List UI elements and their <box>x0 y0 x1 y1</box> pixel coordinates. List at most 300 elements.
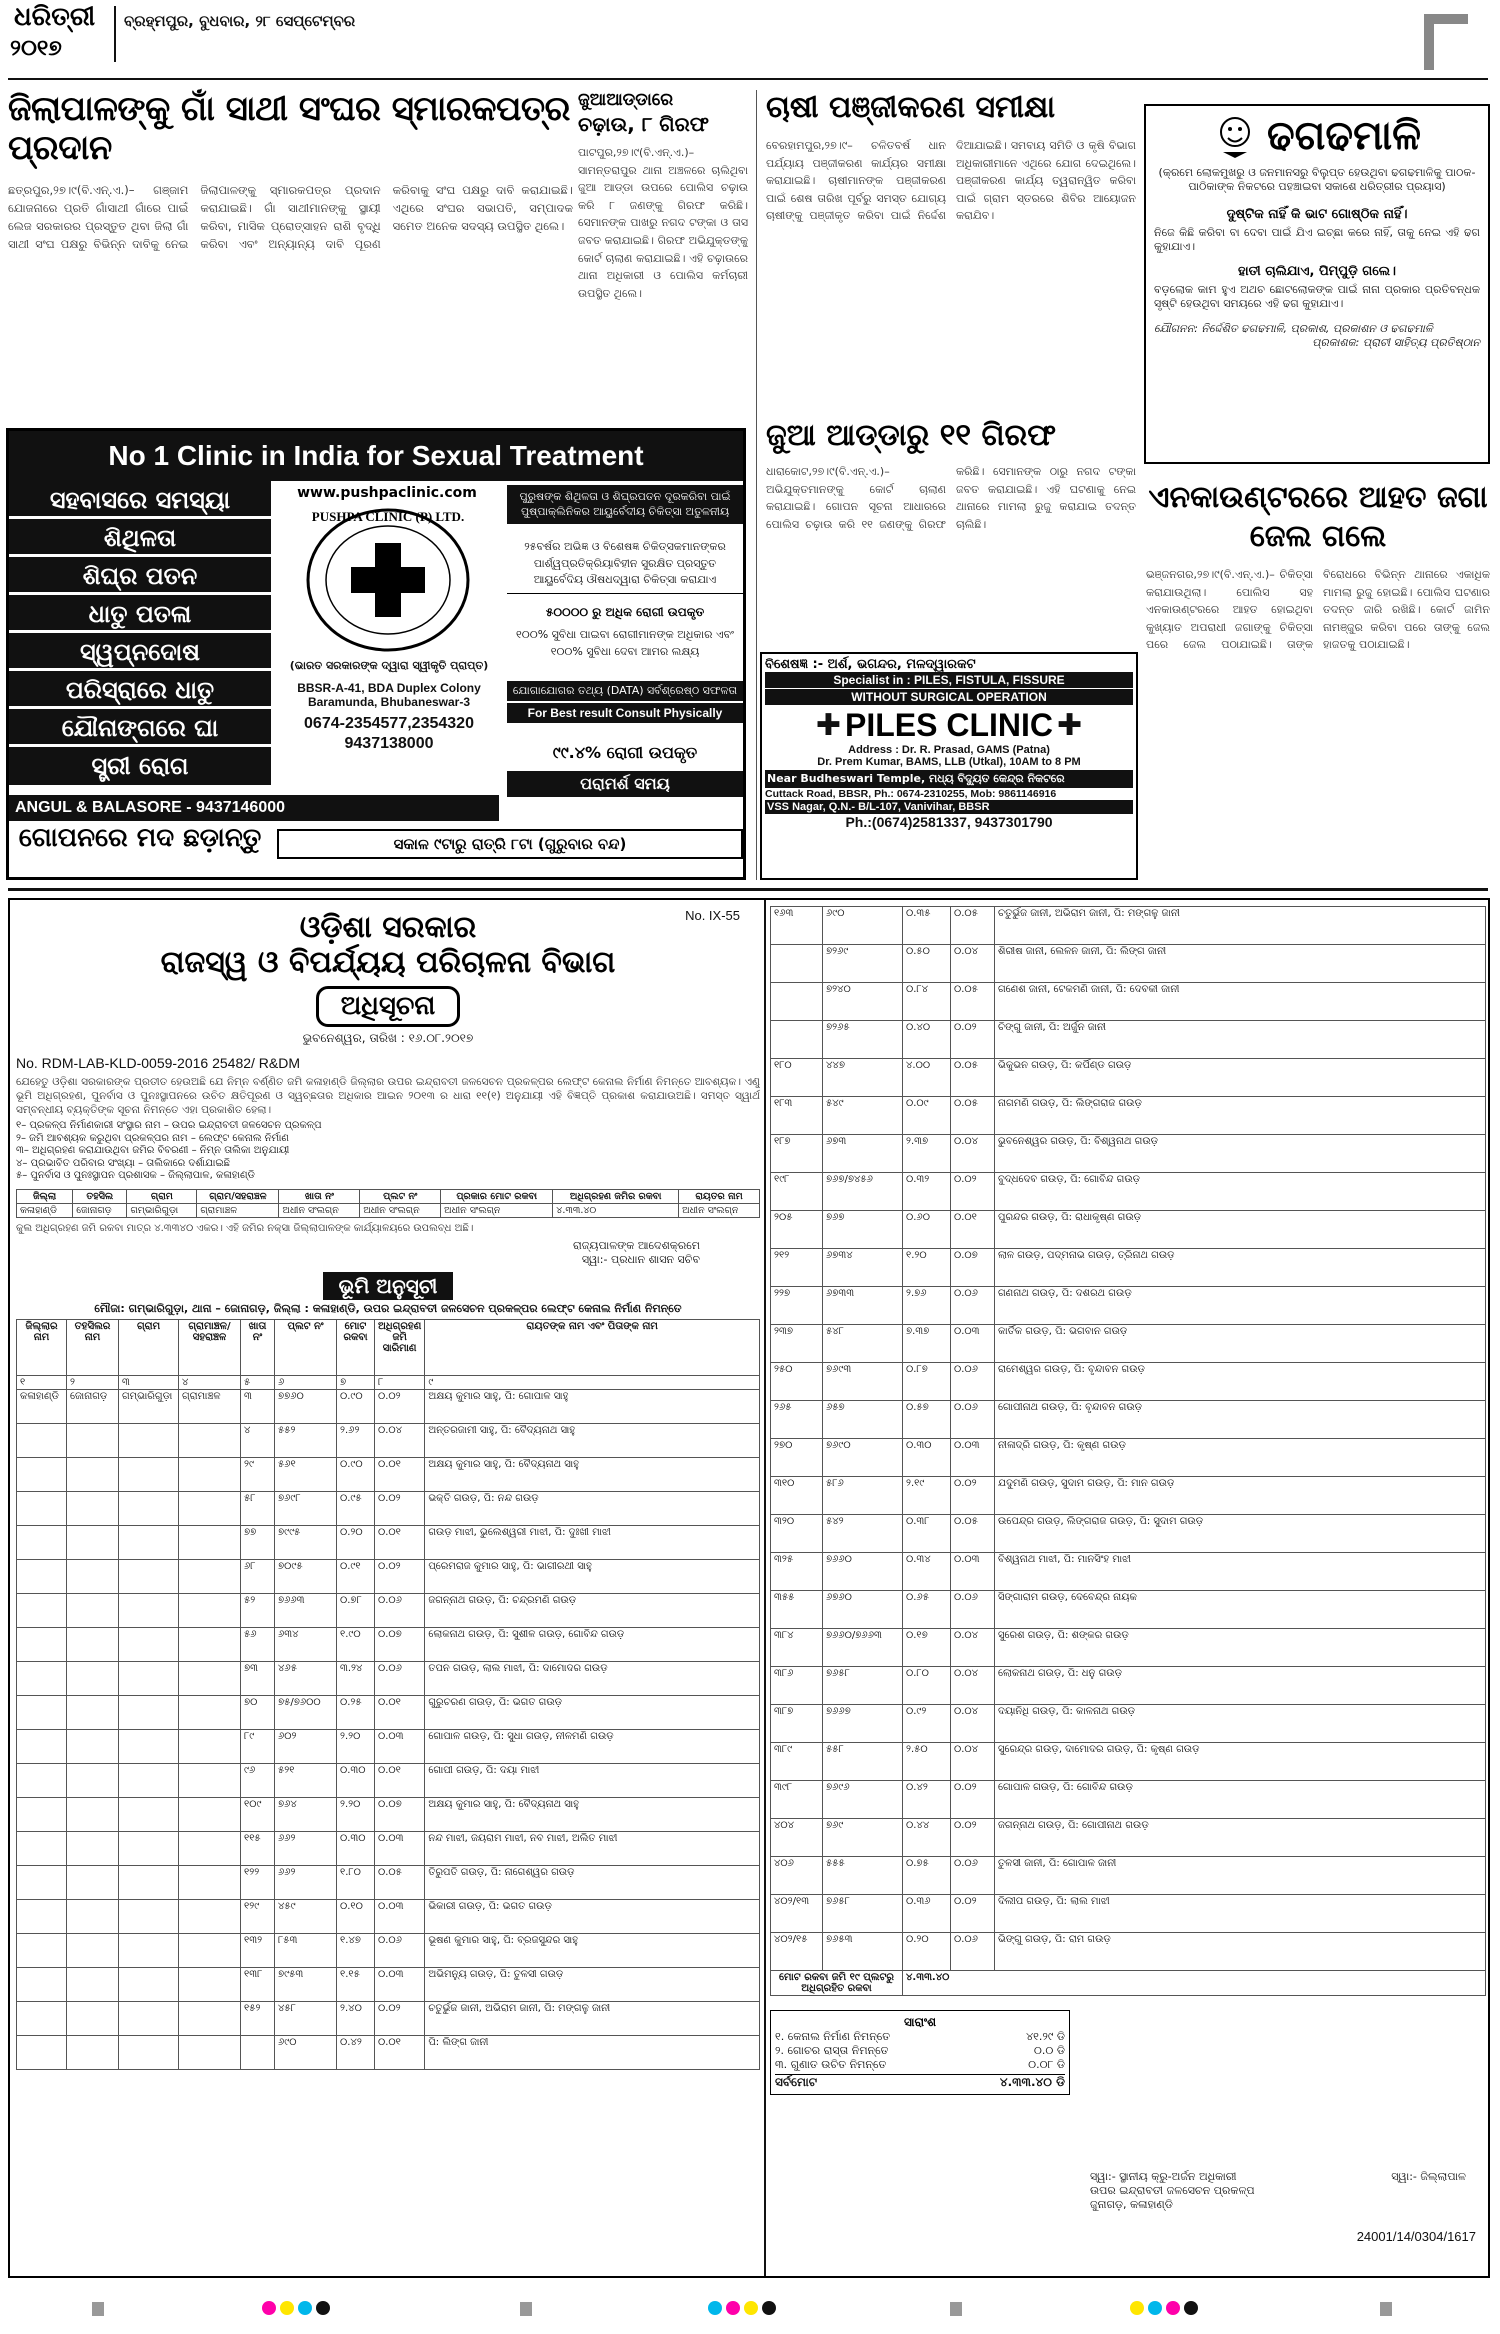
sign-left-2: ଉପର ଇନ୍ଦ୍ରାବତୀ ଜଳସେଚନ ପ୍ରକଳ୍ପ <box>1090 2183 1255 2197</box>
table-cell: ୭୬୬୦ <box>823 1553 903 1591</box>
gray-swatch <box>92 2302 104 2316</box>
summary-item <box>775 2058 1065 2072</box>
table-row <box>17 1764 760 1798</box>
clinic-data-note: ଯୋଗାଯୋଗର ତଥ୍ୟ (DATA) ସର୍ବଶ୍ରେଷ୍ଠ ସଫଳତା <box>507 681 743 701</box>
table-cell: ୦.୦୨ <box>951 1021 995 1059</box>
table-cell <box>17 2036 67 2070</box>
clinic-problem-item: ଶିଥିଳତା <box>9 519 271 557</box>
piles-specialist-line: ବିଶେଷଜ୍ଞ :- ଅର୍ଶ, ଭଗନ୍ଦର, ମଳଦ୍ୱାରକଟ <box>765 657 976 672</box>
table-cell: ଅଧୀନ ସଂଲଗ୍ନ <box>679 1203 760 1217</box>
table-cell: ୧୧୫ <box>241 1832 275 1866</box>
table-cell: ୪୪୭ <box>823 1059 903 1097</box>
table-row <box>17 2002 760 2036</box>
table-cell: ୦.୧୭ <box>903 1629 951 1667</box>
clinic-tagline: ଗୋପନରେ ମଦ ଛଡ଼ାନ୍ତୁ <box>18 823 262 853</box>
clinic-phone-2: 9437138000 <box>344 735 434 752</box>
table-cell <box>67 1492 119 1526</box>
table-cell: ୭୬୫୩ <box>823 1933 903 1971</box>
piles-phone: Ph.:(0674)2581337, 9437301790 <box>845 814 1053 830</box>
table-cell: ଚତୁର୍ଭୁଜ ଜାନୀ, ଅଭିରାମ ଜାନୀ, ପି: ମଙ୍ଗଳୁ ଜାନୀ <box>995 907 1486 945</box>
table-cell: ୩୨୦ <box>771 1515 823 1553</box>
table-cell: ୦.୧୦ <box>337 1900 375 1934</box>
table-cell: ଗୋପାଳ ଗଉଡ଼, ପି: ଗୋବିନ୍ଦ ଗଉଡ଼ <box>995 1781 1486 1819</box>
table-cell: ୦.୦୭ <box>375 1628 425 1662</box>
table-cell: ୫୬୧ <box>275 1458 337 1492</box>
table-cell <box>67 1730 119 1764</box>
table-cell: ଗଣନାଥ ଗଉଡ଼, ପି: ଦଶରଥ ଗଉଡ଼ <box>995 1287 1486 1325</box>
table-cell: ଜଗନ୍ନାଥ ଗଉଡ଼, ପି: ଚନ୍ଦ୍ରମଣି ଗଉଡ଼ <box>425 1594 760 1628</box>
table-cell: ୨୩୭ <box>771 1325 823 1363</box>
table-cell <box>179 1866 241 1900</box>
table-cell: ୬୭୩୪ <box>823 1249 903 1287</box>
table-cell <box>119 1764 179 1798</box>
table-cell <box>119 1934 179 1968</box>
table-cell: ୧.୨୦ <box>903 1249 951 1287</box>
total-value: ୪.୩୩.୪୦ <box>903 1971 1486 1996</box>
table-header: ଖାତା ନଂ <box>279 1189 360 1203</box>
table-cell <box>67 1526 119 1560</box>
table-cell: ୬୬୨ <box>275 1866 337 1900</box>
table-cell <box>67 1662 119 1696</box>
dhaga-credit-1: ଯୌଗନନ: ନିର୍ଦ୍ଦେଶିତ ଢଗଢମାଳି, ପ୍ରକାଶ, ପ୍ରକାଶନ ଓ ଢଗଢମାଳି <box>1154 321 1433 335</box>
table-cell <box>179 2036 241 2070</box>
table-cell <box>179 1424 241 1458</box>
table-cell: ଅନ୍ତରଜାମୀ ସାହୁ, ପି: ବୈଦ୍ୟନାଥ ସାହୁ <box>425 1424 760 1458</box>
table-cell: ୧୮୦ <box>771 1059 823 1097</box>
sign-left: ସ୍ୱା:- ସ୍ଥାନୀୟ କ୍ରୁ-ଅର୍ଜନ ଅଧିକାରୀ <box>1090 2169 1237 2183</box>
dhaga-intro: (କ୍ରମେ ଲୋକମୁଖରୁ ଓ ଜନମାନସରୁ ବିଲୁପ୍ତ ହେଉଥିବା ଢଗଢମାଳିକୁ ପାଠକ-ପାଠିକାଙ୍କ ନିକଟରେ ପହଞ୍ଚାଇବା ସକାଶେ ଧରିତ୍ରୀର ପ୍ରୟାସ) <box>1158 166 1476 194</box>
table-row <box>17 1458 760 1492</box>
clinic-problem-item: ଯୌନାଙ୍ଗରେ ଘା <box>9 709 271 747</box>
table-cell <box>119 1866 179 1900</box>
summary-item-label: ୨. ଗୋଚର ରାସ୍ତା ନିମନ୍ତେ <box>775 2044 889 2057</box>
notice-list-item: ୧– ପ୍ରକଳ୍ପ ନିର୍ମାଣକାରୀ ସଂସ୍ଥାର ନାମ – ଉପର ଇନ୍ଦ୍ରାବତୀ ଜଳସେଚନ ପ୍ରକଳ୍ପ <box>16 1120 322 1132</box>
table-cell: ୫୪୮ <box>823 1325 903 1363</box>
table-cell: ୦.୮୦ <box>903 1667 951 1705</box>
table-cell: ୦.୩୮ <box>903 1515 951 1553</box>
summary-total-label: ସର୍ବମୋଟ <box>775 2075 818 2089</box>
notice-footer-note: କୁଲ ଅଧିଗ୍ରହଣ ଜମି ରକବା ମାତ୍ର ୪.୩୩୪୦ ଏକର। ଏହି ଜମିର ନକ୍ସା ଜିଲ୍ଲାପାଳଙ୍କ କାର୍ଯ୍ୟାଳୟରେ ଉପଲବ୍ଧ ଅଛି। <box>16 1222 474 1234</box>
table-cell: ୦.୦୨ <box>951 1477 995 1515</box>
piles-road: Cuttack Road, BBSR, Ph.: 0674-2310255, Mob: 9861146916 <box>765 788 1057 800</box>
table-cell <box>17 1662 67 1696</box>
table-cell: ୭୯୯୫ <box>275 1526 337 1560</box>
table-cell: ଗଉଡ଼ ମାଝୀ, ଭୁଲେଶ୍ୱରୀ ମାଝୀ, ପି: ଦୁଃଖୀ ମାଝୀ <box>425 1526 760 1560</box>
table-row <box>771 1591 1486 1629</box>
table-row <box>17 1390 760 1424</box>
table-cell: ୧.୧୫ <box>337 1968 375 2002</box>
table-cell: ୦.୦୩ <box>375 1730 425 1764</box>
table-cell <box>119 1798 179 1832</box>
table-cell <box>17 1764 67 1798</box>
table-row <box>771 1211 1486 1249</box>
table-cell: ୦.୦୧ <box>375 1526 425 1560</box>
table-cell <box>17 1594 67 1628</box>
table-cell: ୦.୭୫ <box>903 1857 951 1895</box>
table-row <box>17 1696 760 1730</box>
table-row <box>771 1705 1486 1743</box>
notice-dept: ରାଜସ୍ୱ ଓ ବିପର୍ଯ୍ୟୟ ପରିଚାଳନା ବିଭାଗ <box>160 945 616 980</box>
table-cell: ଅଭିମନ୍ୟୁ ଗଉଡ଼, ପି: ତୁଳସୀ ଗଉଡ଼ <box>425 1968 760 2002</box>
notice-ref: No. RDM-LAB-KLD-0059-2016 25482/ R&DM <box>16 1054 301 1071</box>
table-cell: ୦.୦୩ <box>375 1832 425 1866</box>
table-cell: ୦.୨୫ <box>337 1696 375 1730</box>
table-cell <box>179 1764 241 1798</box>
table-cell: ଭିକାରୀ ଗଉଡ଼, ପି: ଭଗତ ଗଉଡ଼ <box>425 1900 760 1934</box>
table-cell: ୦.୩୦ <box>337 1764 375 1798</box>
table-cell: ୨.୩୭ <box>903 1135 951 1173</box>
table-row <box>771 1173 1486 1211</box>
table-cell: ୦.୩୫ <box>903 907 951 945</box>
table-cell <box>17 1560 67 1594</box>
table-header: ମୋଟ ରକବା <box>337 1320 375 1376</box>
piles-without: WITHOUT SURGICAL OPERATION <box>765 688 1133 705</box>
table-cell: ୦.୦୪ <box>951 1629 995 1667</box>
table-cell: ପ୍ରେମରାଜ କୁମାର ସାହୁ, ପି: ଭାଗୀରଥୀ ସାହୁ <box>425 1560 760 1594</box>
table-cell: ୬୯୦ <box>823 907 903 945</box>
table-row <box>771 1021 1486 1059</box>
plus-icon: ✚ <box>1057 708 1083 743</box>
notice-list-item: ୨– ଜମି ଆବଶ୍ୟକ କରୁଥିବା ପ୍ରକଳ୍ପର ନାମ – ଲେଫ୍ଟ କେନାଲ ନିର୍ମାଣ <box>16 1132 289 1144</box>
table-cell: ୫୫୮ <box>823 1743 903 1781</box>
dhaga-dhamali-box <box>1144 104 1490 464</box>
notice-right-column <box>770 906 1486 2272</box>
table-cell <box>67 2036 119 2070</box>
table-cell <box>119 1730 179 1764</box>
table-cell: ୭୭୬୦ <box>275 1390 337 1424</box>
table-cell: ୦.୦୬ <box>951 1857 995 1895</box>
table-cell <box>67 1594 119 1628</box>
notice-code: 24001/14/0304/1617 <box>1356 2229 1476 2244</box>
clinic-govt-note: (ଭାରତ ସରକାରଙ୍କ ଦ୍ୱାରା ସ୍ୱୀକୃତି ପ୍ରାପ୍ତ) <box>289 659 489 672</box>
story-11-arrested-headline: ଜୁଆ ଆଡ୍ଡାରୁ ୧୧ ଗିରଫ <box>766 418 1057 453</box>
table-cell: ୦.୦୧ <box>375 2036 425 2070</box>
table-cell: ୦.୦୫ <box>951 1059 995 1097</box>
table-cell: ୦.୦୨ <box>375 1492 425 1526</box>
table-cell: ୪୬୫ <box>275 1662 337 1696</box>
table-cell: ସିଙ୍ଗାରାମ ଗଉଡ଼, ଦେବେନ୍ଦ୍ର ନାୟକ <box>995 1591 1486 1629</box>
table-cell: ୫୮୬ <box>823 1477 903 1515</box>
table-cell: ନୀଳାଦ୍ରି ଗଉଡ଼, ପି: କୃଷ୍ଣ ଗଉଡ଼ <box>995 1439 1486 1477</box>
clinic-problem-item: ସ୍ତ୍ରୀ ରୋଗ <box>9 747 271 785</box>
table-cell: ଚତୁର୍ଭୁଜ ଜାନୀ, ଅଭିରାମ ଜାନୀ, ପି: ମଙ୍ଗଳୁ ଜାନୀ <box>425 2002 760 2036</box>
table-cell <box>119 1628 179 1662</box>
table-cell: ୦.୦୬ <box>375 1662 425 1696</box>
summary-title: ସାରାଂଶ <box>903 2015 937 2029</box>
table-cell: ୪୫୯ <box>275 1900 337 1934</box>
gray-swatch <box>520 2302 532 2316</box>
table-cell: ୦.୦୫ <box>375 1866 425 1900</box>
table-cell <box>119 1662 179 1696</box>
table-cell: ୦.୦୬ <box>375 1594 425 1628</box>
story-chasi-headline: ଚାଷୀ ପଞ୍ଜୀକରଣ ସମୀକ୍ଷା <box>766 90 1056 125</box>
table-cell: ୫୮ <box>241 1492 275 1526</box>
table-row <box>771 1135 1486 1173</box>
table-cell: ଦୟାନିଧି ଗଉଡ଼, ପି: କାଳନାଥ ଗଉଡ଼ <box>995 1705 1486 1743</box>
notice-sign: ରାଜ୍ୟପାଳଙ୍କ ଆଦେଶକ୍ରମେ <box>573 1239 700 1253</box>
table-cell <box>119 1424 179 1458</box>
table-cell <box>17 1832 67 1866</box>
table-cell: ୪୦୨/୧୩ <box>771 1895 823 1933</box>
table-cell <box>17 1866 67 1900</box>
dhaga-title-row <box>1154 112 1480 160</box>
clinic-problem-item: ଶିଘ୍ର ପତନ <box>9 557 271 595</box>
piles-title: PILES CLINIC <box>844 707 1053 743</box>
table-cell: ୭.୩୭ <box>903 1325 951 1363</box>
table-cell: ୭୬୪ <box>275 1798 337 1832</box>
table-row <box>771 907 1486 945</box>
table-cell: ଗମ୍ଭାରିଗୁଡ଼ା <box>127 1203 197 1217</box>
piles-near: Near Budheswari Temple, ମଧ୍ୟ ବିଦ୍ୟୁତ କେନ୍ଦ୍ର ନିକଟରେ <box>765 770 1133 788</box>
table-row <box>771 1059 1486 1097</box>
table-cell: ୪୦୨/୧୫ <box>771 1933 823 1971</box>
cmyk-dots <box>262 2300 334 2319</box>
table-cell: ଜୋନାଗଡ଼ <box>67 1390 119 1424</box>
summary-item-value: ୦.୦୮ ଡି <box>1028 2058 1065 2071</box>
table-cell: ଯଦୁମଣି ଗଉଡ଼, ସୁଦାମ ଗଉଡ଼, ପି: ମାନ ଗଉଡ଼ <box>995 1477 1486 1515</box>
summary-item-value: ୪୧.୨୯ ଡି <box>1026 2030 1065 2043</box>
story-gaa-sathi-body: ଛତ୍ରପୁର,୨୭।୯(ବି.ଏନ୍.ଏ.)– ଗଞ୍ଜାମ ଯୋଜନାରେ ପ୍ରତି ଗାଁସାଥୀ ଗାଁରେ ପାଇଁ ଲେଜ ସରକାରର ପ୍ରସ୍ତୁତ ଥିବା ଜିଲା ଗାଁ ସାଥୀ ସଂଘ ପକ୍ଷରୁ ବିଭିନ୍ନ ଦାବିକୁ ନେଇ ଜିଲାପାଳଙ୍କୁ ସ୍ମାରକପତ୍ର ପ୍ରଦାନ କରାଯାଇଛି। ଗାଁ ସାଥୀମାନଙ୍କୁ ସ୍ଥାୟୀ କରିବା, ମାସିକ ପ୍ରୋତ୍ସାହନ ରାଶି ବୃଦ୍ଧି କରିବା ଏବଂ ଅନ୍ୟାନ୍ୟ ଦାବି ପୂରଣ କରିବାକୁ ସଂଘ ପକ୍ଷରୁ ଦାବି କରାଯାଇଛି। ଏଥିରେ ସଂଘର ସଭାପତି, ସମ୍ପାଦକ ସମେତ ଅନେକ ସଦସ୍ୟ ଉପସ୍ଥିତ ଥିଲେ। <box>8 183 573 251</box>
story-gaa-sathi-headline: ଜିଲାପାଳଙ୍କୁ ଗାଁ ସାଥୀ ସଂଘର ସ୍ମାରକପତ୍ର ପ୍ରଦାନ <box>8 89 570 169</box>
table-cell: ୧୯୮ <box>771 1173 823 1211</box>
table-cell <box>179 1458 241 1492</box>
table-cell: ୨.୭୬ <box>903 1287 951 1325</box>
table-header: ଖାତା ନଂ <box>241 1320 275 1376</box>
table-header: ପ୍ଲଟ ନଂ <box>275 1320 337 1376</box>
govt-notice <box>8 898 1490 2278</box>
table-cell: ୭ <box>337 1376 375 1390</box>
table-cell: ୩୮୭ <box>771 1705 823 1743</box>
table-cell: ୨୫୦ <box>771 1363 823 1401</box>
notice-list-item: ୫– ପୁନର୍ବାସ ଓ ପୁନଃସ୍ଥାପନ ପ୍ରଶାସକ – ଜିଲ୍ଲାପାଳ, କଳାହାଣ୍ଡି <box>16 1170 255 1182</box>
table-cell <box>67 1424 119 1458</box>
table-cell <box>17 1526 67 1560</box>
total-label: ମୋଟ ରକବା ଜମି ୧୯ ପ୍ଲଟରୁ ଅଧିଗ୍ରହିତ ରକବା <box>771 1971 903 1996</box>
table-cell: ୭୬୬୦/୭୬୬୩ <box>823 1629 903 1667</box>
table-row <box>17 1594 760 1628</box>
table-row <box>771 1401 1486 1439</box>
dateline: ବ୍ରହ୍ମପୁର, ବୁଧବାର, ୨୮ ସେପ୍ଟେମ୍ବର <box>124 12 356 30</box>
table-row <box>771 1363 1486 1401</box>
piles-vss: VSS Nagar, Q.N.- B/L-107, Vanivihar, BBSR <box>765 800 1133 814</box>
table-cell: ୪ <box>241 1424 275 1458</box>
table-cell <box>17 1934 67 1968</box>
table-cell: ୦.୦୪ <box>951 1135 995 1173</box>
table-cell: ୭୫/୭୬୦୦ <box>275 1696 337 1730</box>
table-cell: ୦.୦୫ <box>951 907 995 945</box>
sign-left-3: ଜୁନାଗଡ଼, କଳାହାଣ୍ଡି <box>1090 2197 1173 2211</box>
table-cell <box>179 1832 241 1866</box>
table-cell: ୦.୮୭ <box>903 1363 951 1401</box>
plus-icon: ✚ <box>815 708 841 743</box>
masthead-name: ଧରିତ୍ରୀ <box>14 2 96 32</box>
notice-list-item: ୪– ପ୍ରଭାବିତ ପରିବାର ସଂଖ୍ୟା – ତାଲିକାରେ ଦର୍ଶାଯାଇଛି <box>16 1157 231 1169</box>
notice-signer: ସ୍ୱା:- ପ୍ରଧାନ ଶାସନ ସଚିବ <box>581 1253 700 1267</box>
table-cell: ୧୫୨ <box>241 2002 275 2036</box>
table-cell: ୦.୩୬ <box>903 1895 951 1933</box>
table-cell <box>67 1968 119 2002</box>
table-cell <box>17 1424 67 1458</box>
table-cell: ଜଗନ୍ନାଥ ଗଉଡ଼, ପି: ଗୋପୀନାଥ ଗଉଡ଼ <box>995 1819 1486 1857</box>
table-cell: ଭୂଷଣ କୁମାର ସାହୁ, ପି: ବ୍ରଜସୁନ୍ଦର ସାହୁ <box>425 1934 760 1968</box>
summary-item <box>775 2030 1065 2044</box>
table-cell: ୦.୯୫ <box>337 1492 375 1526</box>
table-row <box>17 1832 760 1866</box>
clinic-seal-text: PUSHPA CLINIC (P) LTD. <box>311 509 465 524</box>
table-cell: ୦.୦୬ <box>951 1401 995 1439</box>
table-cell: ଜୋନାଗଡ଼ <box>73 1203 127 1217</box>
table-cell: ୬୫୭ <box>823 1401 903 1439</box>
table-row <box>771 1553 1486 1591</box>
table-row <box>17 2036 760 2070</box>
summary-item-label: ୧. କେନାଲ ନିର୍ମାଣ ନିମନ୍ତେ <box>775 2030 891 2043</box>
table-cell: ୧୨୯ <box>241 1900 275 1934</box>
table-cell <box>179 1560 241 1594</box>
table-cell: ୩୨୫ <box>771 1553 823 1591</box>
table-cell <box>179 1628 241 1662</box>
table-cell: ୧୨୨ <box>241 1866 275 1900</box>
story-gaa-sathi <box>8 90 573 420</box>
table-cell: ଭୁବନେଶ୍ୱର ଗଉଡ଼, ପି: ବିଶ୍ୱନାଥ ଗଉଡ଼ <box>995 1135 1486 1173</box>
table-cell: ୦.୦୭ <box>951 1249 995 1287</box>
schedule-table-right <box>770 906 1486 1996</box>
table-header: ଗ୍ରାମ <box>127 1189 197 1203</box>
piles-title-row <box>765 707 1133 744</box>
table-cell: ୩ <box>119 1376 179 1390</box>
table-row <box>771 1895 1486 1933</box>
table-cell: ଗଣେଶ ଜାନୀ, ଟେକମଣି ଜାନୀ, ପି: ଦେବକୀ ଜାନୀ <box>995 983 1486 1021</box>
table-cell <box>119 1458 179 1492</box>
table-cell: ୮ <box>375 1376 425 1390</box>
table-cell: ୦.୬୦ <box>903 1211 951 1249</box>
table-cell: ଭକ୍ତି ଗଉଡ଼, ପି: ନନ୍ଦ ଗଉଡ଼ <box>425 1492 760 1526</box>
table-cell: ୦.୦୨ <box>951 1819 995 1857</box>
table-cell: ଅଧୀନ ସଂଲଗ୍ନ <box>441 1203 553 1217</box>
notice-body: ଯେହେତୁ ଓଡ଼ିଶା ସରକାରଙ୍କ ପ୍ରତୀତ ହେଉଅଛି ଯେ ନିମ୍ନ ବର୍ଣ୍ଣିତ ଜମି କଳାହାଣ୍ଡି ଜିଲ୍ଲାର ଉପର ଇନ୍ଦ୍ରାବତୀ ଜଳସେଚନ ପ୍ରକଳ୍ପର ଲେଫ୍ଟ କେନାଲ ନିର୍ମାଣ ନିମନ୍ତେ ଆବଶ୍ୟକ। ଏଣୁ ଭୂମି ଅଧିଗ୍ରହଣ, ପୁନର୍ବାସ ଓ ପୁନଃସ୍ଥାପନରେ ଉଚିତ କ୍ଷତିପୂରଣ ଓ ସ୍ୱଚ୍ଛତାର ଅଧିକାର ଆଇନ ୨୦୧୩ ର ଧାରା ୧୧(୧) ଅନୁଯାୟୀ ଏହି ବିଜ୍ଞପ୍ତି ପ୍ରକାଶ କରାଯାଉଅଛି। ସମସ୍ତ ସ୍ୱାର୍ଥ ସମ୍ବନ୍ଧୀୟ ବ୍ୟକ୍ତିଙ୍କ ସୂଚନା ନିମନ୍ତେ ଏହା ପ୍ରକାଶିତ ହେଲା। <box>16 1075 760 1116</box>
story-jua-adda-body: ପାଟପୁର,୨୭।୯(ବି.ଏନ୍.ଏ.)– ସାମନ୍ତରାପୁର ଥାନା ଅଞ୍ଚଳରେ ଚାଲିଥିବା ଜୁଆ ଆଡ୍ଡା ଉପରେ ପୋଲିସ ଚଢ଼ାଉ କରି ୮ ଜଣଙ୍କୁ ଗିରଫ କରିଛି। ସେମାନଙ୍କ ପାଖରୁ ନଗଦ ଟଙ୍କା ଓ ତାସ ଜବତ କରାଯାଇଛି। ଗିରଫ ଅଭିଯୁକ୍ତଙ୍କୁ କୋର୍ଟ ଚାଲାଣ କରାଯାଇଛି। ଏହି ଚଢ଼ାଉରେ ଥାନା ଅଧିକାରୀ ଓ ପୋଲିସ କର୍ମଚାରୀ ଉପସ୍ଥିତ ଥିଲେ। <box>578 146 748 300</box>
table-row <box>17 1203 760 1217</box>
table-cell: ୧୩୨ <box>241 1934 275 1968</box>
table-cell: ୦.୯୧ <box>337 1560 375 1594</box>
clinic-problem-item: ସହବାସରେ ସମସ୍ୟା <box>9 481 271 519</box>
piles-address: Address : Dr. R. Prasad, GAMS (Patna) <box>848 744 1050 756</box>
table-row <box>771 1857 1486 1895</box>
table-cell <box>119 1492 179 1526</box>
table-row <box>771 1629 1486 1667</box>
table-cell: ୦.୦୭ <box>375 1798 425 1832</box>
table-cell: ୫୪୨ <box>823 1515 903 1553</box>
clinic-seal-logo <box>303 505 473 655</box>
table-cell: ୦.୯୦ <box>337 1390 375 1424</box>
table-number-row <box>17 1376 760 1390</box>
table-cell <box>179 2002 241 2036</box>
table-cell <box>119 2002 179 2036</box>
table-cell: ୭୬୬୩ <box>275 1594 337 1628</box>
gray-swatch <box>950 2302 962 2316</box>
notice-left-column <box>16 906 760 2272</box>
table-header: ପ୍ରକାର ମୋଟ ରକବା <box>441 1189 553 1203</box>
table-cell: ୪୦୬ <box>771 1857 823 1895</box>
table-row <box>17 1798 760 1832</box>
table-cell <box>17 1492 67 1526</box>
table-cell: ୦.୩୨ <box>903 1173 951 1211</box>
table-cell: ୦.୦୪ <box>951 1667 995 1705</box>
clinic-timing: ସକାଳ ୯ଟାରୁ ରାତ୍ରି ୮ଟା (ଗୁରୁବାର ବନ୍ଦ) <box>277 829 743 859</box>
table-cell: ୦.୪୨ <box>903 1781 951 1819</box>
sign-right: ସ୍ୱା:- ଜିଲ୍ଲାପାଳ <box>1391 2169 1466 2183</box>
table-cell: ୩.୨୪ <box>337 1662 375 1696</box>
table-row <box>771 1515 1486 1553</box>
table-cell: ୬୦୨ <box>275 1730 337 1764</box>
table-row <box>17 1424 760 1458</box>
table-cell: ୫୨ <box>241 1594 275 1628</box>
table-cell: ଗୋପୀ ଗଉଡ଼, ପି: ଦୟା ମାଝୀ <box>425 1764 760 1798</box>
table-cell: ୬୭୬୦ <box>823 1591 903 1629</box>
table-row <box>17 1628 760 1662</box>
table-row <box>771 1781 1486 1819</box>
story-chasi-body: ବେରହାମପୁର,୨୭।୯– ଚଳିତବର୍ଷ ଧାନ ପର୍ଯ୍ୟାୟ ପଞ୍ଜୀକରଣ କାର୍ଯ୍ୟର ସମୀକ୍ଷା କରାଯାଇଛି। ଚାଷୀମାନଙ୍କ ପଞ୍ଜୀକରଣ ପାଇଁ ଶେଷ ତାରିଖ ପୂର୍ବରୁ ସମସ୍ତ ଯୋଗ୍ୟ ଚାଷୀଙ୍କୁ ପଞ୍ଜୀକୃତ କରିବା ପାଇଁ ନିର୍ଦ୍ଦେଶ ଦିଆଯାଇଛି। ସମବାୟ ସମିତି ଓ କୃଷି ବିଭାଗ ଅଧିକାରୀମାନେ ଏଥିରେ ଯୋଗ ଦେଇଥିଲେ। ପଞ୍ଜୀକରଣ କାର୍ଯ୍ୟ ତ୍ୱରାନ୍ୱିତ କରିବା ପାଇଁ ଗ୍ରାମ ସ୍ତରରେ ଶିବିର ଆୟୋଜନ କରାଯିବ। <box>766 139 1136 223</box>
speaking-face-icon <box>1213 112 1257 160</box>
table-cell: ୭୨୬୯ <box>823 945 903 983</box>
clinic-problem-item: ସ୍ୱପ୍ନଦୋଷ <box>9 633 271 671</box>
table-cell <box>119 1696 179 1730</box>
table-row <box>771 1325 1486 1363</box>
table-cell: ଅକ୍ଷୟ କୁମାର ସାହୁ, ପି: ଗୋପାଳ ସାହୁ <box>425 1390 760 1424</box>
table-cell: ୬୩୪ <box>275 1628 337 1662</box>
table-cell: ୦.୦୩ <box>375 1968 425 2002</box>
table-cell: ୦.୫୦ <box>903 945 951 983</box>
table-cell <box>67 1560 119 1594</box>
table-cell: ୧.୯୦ <box>337 1628 375 1662</box>
table-cell: ୦.୪୨ <box>337 2036 375 2070</box>
clinic-consult: For Best result Consult Physically <box>507 703 743 723</box>
pushpa-clinic-ad <box>6 428 746 880</box>
table-cell: ଭିଙ୍ଗୁ ଗଉଡ଼, ପି: ରାମ ଗଉଡ଼ <box>995 1933 1486 1971</box>
clinic-ad-title: No 1 Clinic in India for Sexual Treatment <box>9 431 743 481</box>
table-cell <box>771 945 823 983</box>
dhaga-text-2: ବଡ଼ଲୋକ କାମ ହୁଏ ଅଥଚ ଛୋଟଲୋକଙ୍କ ପାଇଁ ନାନା ପ୍ରକାର ପ୍ରତିବନ୍ଧକ ସୃଷ୍ଟି ହେଉଥିବା ସମୟରେ ଏହି ଢଗ କୁହାଯାଏ। <box>1154 283 1480 311</box>
table-header: ଅଧିଗ୍ରହଣ ଜମିର ରକବା <box>553 1189 679 1203</box>
clinic-percent: ୯୯.୪% ରୋଗୀ ଉପକୃତ <box>552 743 698 762</box>
table-cell <box>771 983 823 1021</box>
story-jua-adda-kicker: ଜୁଆଆଡ୍ଡାରେ <box>578 90 674 110</box>
table-cell: ନାଗମଣି ଗଉଡ଼, ପି: ଲିଙ୍ଗରାଜ ଗଉଡ଼ <box>995 1097 1486 1135</box>
table-header: ତହସିଲ <box>73 1189 127 1203</box>
table-cell: ୭୬୯୦ <box>823 1439 903 1477</box>
masthead-year: ୨୦୧୭ <box>10 36 62 61</box>
table-cell <box>67 1900 119 1934</box>
notice-number: No. IX-55 <box>685 908 740 923</box>
table-row <box>17 1492 760 1526</box>
table-row <box>17 1526 760 1560</box>
table-row <box>17 1866 760 1900</box>
table-cell: ୦.୦୧ <box>951 1211 995 1249</box>
table-cell: ଅଧୀନ ସଂଲଗ୍ନ <box>360 1203 441 1217</box>
table-cell <box>119 1560 179 1594</box>
table-cell <box>67 1798 119 1832</box>
table-cell: କାର୍ତିକ ଗଉଡ଼, ପି: ଭଗବାନ ଗଉଡ଼ <box>995 1325 1486 1363</box>
table-row <box>17 1730 760 1764</box>
table-header: ଗ୍ରାମ <box>119 1320 179 1376</box>
table-cell <box>67 1628 119 1662</box>
table-cell: ୦.୦୬ <box>951 1591 995 1629</box>
table-cell: ଭିକୁଭନ ଗଉଡ଼, ପି: କର୍ପିଣ୍ଡ ଗଉଡ଼ <box>995 1059 1486 1097</box>
table-cell <box>17 1458 67 1492</box>
table-cell: ୦.୦୧ <box>375 1764 425 1798</box>
table-cell: ୦.୦୩ <box>951 1439 995 1477</box>
table-cell: ରାମେଶ୍ୱର ଗଉଡ଼, ପି: ବୃନ୍ଦାବନ ଗଉଡ଼ <box>995 1363 1486 1401</box>
table-cell: ୦.୩୦ <box>337 1832 375 1866</box>
